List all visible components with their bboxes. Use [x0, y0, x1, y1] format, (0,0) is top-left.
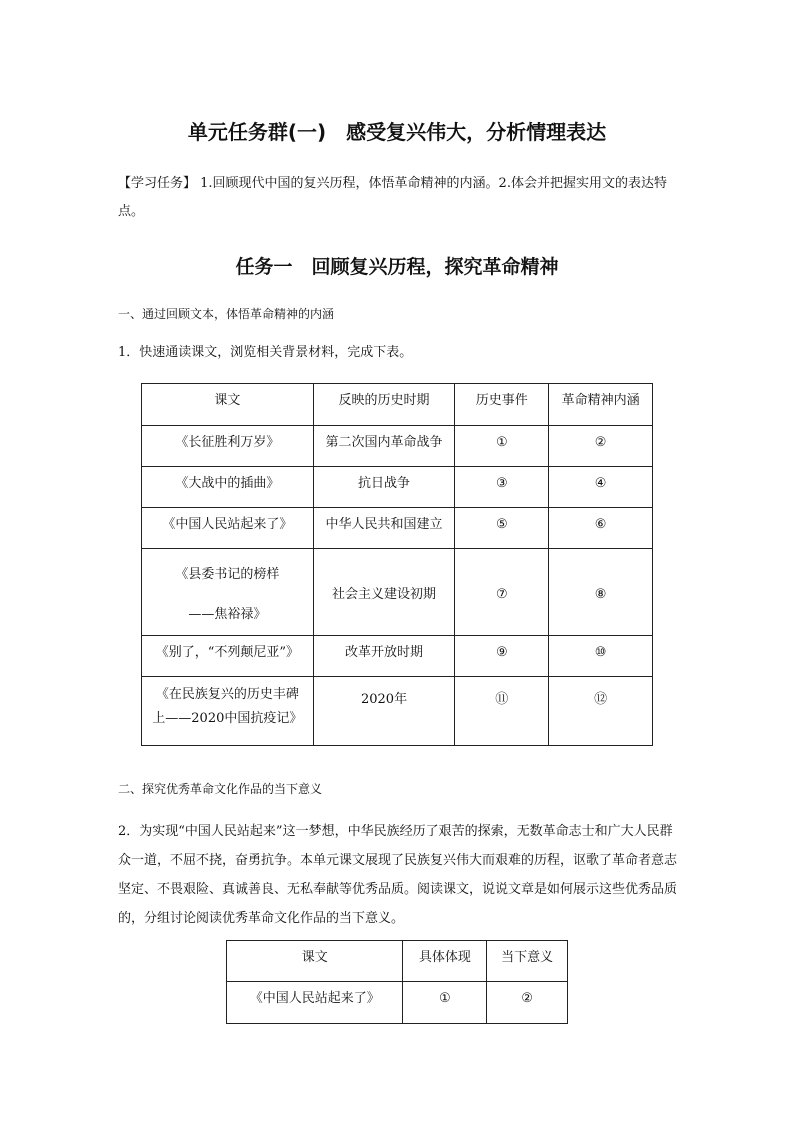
table-row: [142, 508, 653, 549]
table-row: [142, 677, 653, 746]
cell-text: 《中国人民站起来了》: [142, 508, 314, 549]
cell-event: ①: [455, 426, 549, 467]
cell-text-line2: 上——2020中国抗疫记》: [152, 711, 303, 726]
cell-spirit: ⑩: [549, 636, 653, 677]
cell-text: [142, 677, 314, 746]
cell-period: 改革开放时期: [313, 636, 455, 677]
cell-meaning: ②: [487, 982, 568, 1024]
cell-period: 社会主义建设初期: [313, 549, 455, 636]
cell-text: 《长征胜利万岁》: [142, 426, 314, 467]
cell-spirit: ④: [549, 467, 653, 508]
cell-spirit: ⑥: [549, 508, 653, 549]
cell-event: ⑨: [455, 636, 549, 677]
cell-period: 中华人民共和国建立: [313, 508, 455, 549]
cell-period: 第二次国内革命战争: [313, 426, 455, 467]
table-2-header-row: [227, 941, 568, 982]
table-1-header-row: [142, 384, 653, 426]
task1-heading: 任务一 回顾复兴历程，探究革命精神: [235, 256, 559, 278]
section1-heading: 一、通过回顾文本，体悟革命精神的内涵: [118, 307, 335, 321]
section2-heading: 二、探究优秀革命文化作品的当下意义: [118, 782, 323, 796]
cell-spirit: ⑫: [549, 677, 653, 746]
cell-spirit: ②: [549, 426, 653, 467]
table-1-header-spirit: 革命精神内涵: [549, 384, 653, 426]
table-1-header-period: 反映的历史时期: [313, 384, 455, 426]
cell-event: ⑤: [455, 508, 549, 549]
cell-detail: ①: [403, 982, 487, 1024]
table-2-header-detail: 具体体现: [403, 941, 487, 982]
cell-event: ⑪: [455, 677, 549, 746]
table-1: [141, 383, 653, 746]
cell-text: 《中国人民站起来了》: [227, 982, 403, 1024]
cell-event: ⑦: [455, 549, 549, 636]
question-2: 2．为实现“中国人民站起来”这一梦想，中华民族经历了艰苦的探索，无数革命志士和广大人民群众一道，不屈不挠，奋勇抗争。本单元课文展现了民族复兴伟大而艰难的历程，讴歌了革命者意志坚定、不畏艰险、真诚善良、无私奉献等优秀品质。阅读课文，说说文章是如何展示这些优秀品质的，分组讨论阅读优秀革命文化作品的当下意义。: [118, 824, 678, 926]
cell-text-line1: 《在民族复兴的历史丰碑: [155, 687, 299, 702]
table-row: [142, 426, 653, 467]
learning-task: [118, 170, 678, 226]
learning-task-text: 1.回顾现代中国的复兴历程，体悟革命精神的内涵。2.体会并把握实用文的表达特点。: [118, 176, 667, 219]
table-row: [142, 549, 653, 636]
cell-text: [142, 549, 314, 636]
table-row: [142, 467, 653, 508]
cell-spirit: ⑧: [549, 549, 653, 636]
page-title: 单元任务群(一) 感受复兴伟大，分析情理表达: [187, 120, 607, 144]
table-row: [227, 982, 568, 1024]
table-2: [226, 940, 568, 1024]
table-1-header-text: 课文: [142, 384, 314, 426]
cell-period: 抗日战争: [313, 467, 455, 508]
table-row: [142, 636, 653, 677]
table-1-header-event: 历史事件: [455, 384, 549, 426]
cell-period: 2020年: [313, 677, 455, 746]
cell-event: ③: [455, 467, 549, 508]
cell-text-line2: ——焦裕禄》: [188, 607, 267, 622]
cell-text: 《大战中的插曲》: [142, 467, 314, 508]
learning-task-label: 【学习任务】: [118, 176, 197, 191]
table-2-header-meaning: 当下意义: [487, 941, 568, 982]
table-2-header-text: 课文: [227, 941, 403, 982]
cell-text-line1: 《县委书记的榜样: [175, 567, 280, 582]
question-1: 1．快速通读课文，浏览相关背景材料，完成下表。: [118, 345, 413, 360]
cell-text: 《别了，“不列颠尼亚”》: [142, 636, 314, 677]
